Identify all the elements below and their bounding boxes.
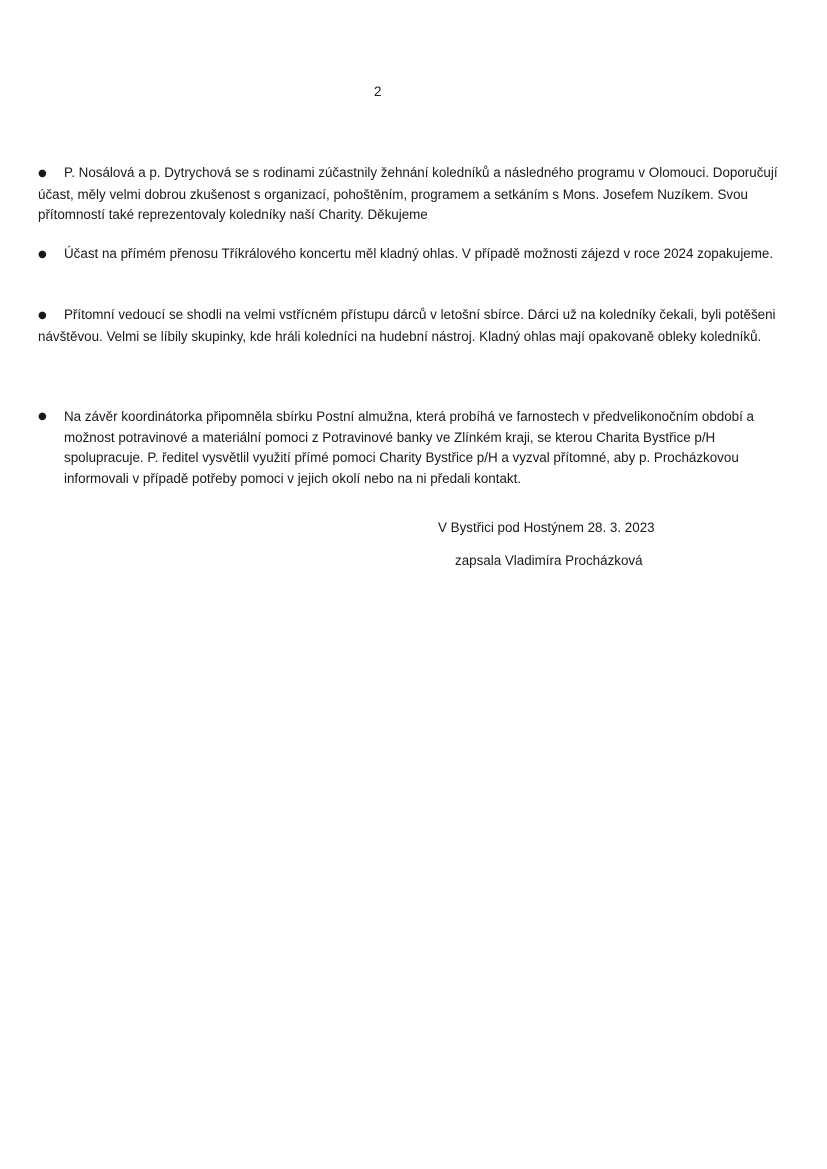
paragraph-text: Účast na přímém přenosu Tříkrálového koncertu měl kladný ohlas. V případě možnosti zájezd v roce 2024 zopakujeme.: [64, 246, 774, 261]
bullet-icon: ●: [38, 411, 47, 422]
paragraph-text: Na závěr koordinátorka připomněla sbírku Postní almužna, která probíhá ve farnostech v předvelikonočním období a možnost potravinové a materiální pomoci z Potravinové banky ve Zlínkém kraji, se kterou Charita Bystřice p/H spolupracuje. P. ředitel vysvětlil využití přímé pomoci Charity Bystřice p/H a vyzval přítomné, aby p. Procházkovou informovali v případě potřeby pomoci v jejich okolí nebo na ni předali kontakt.: [64, 409, 754, 486]
recorded-by: zapsala Vladimíra Procházková: [455, 553, 643, 568]
page-number: 2: [374, 84, 382, 99]
bullet-icon: ●: [38, 310, 47, 321]
paragraph-donors: [38, 305, 790, 347]
paragraph-conclusion: [38, 407, 793, 489]
bullet-icon: ●: [38, 249, 47, 260]
paragraph-text: P. Nosálová a p. Dytrychová se s rodinami zúčastnily žehnání koledníků a následného programu v Olomouci. Doporučují účast, měly velmi dobrou zkušenost s organizací, pohoštěním, programem a setkáním s Mons. Josefem Nuzíkem. Svou přítomností také reprezentovaly koledníky naší Charity. Děkujeme: [38, 165, 778, 222]
bullet-icon: ●: [38, 168, 47, 179]
paragraph-concert: [38, 244, 790, 266]
paragraph-blessing: [38, 163, 790, 226]
paragraph-text: Přítomní vedoucí se shodli na velmi vstřícném přístupu dárců v letošní sbírce. Dárci už na koledníky čekali, byli potěšeni návštěvou. Velmi se líbily skupinky, kde hráli koledníci na hudební nástroj. Kladný ohlas mají opakovaně obleky koledníků.: [38, 307, 776, 344]
place-and-date: V Bystřici pod Hostýnem 28. 3. 2023: [438, 520, 655, 535]
